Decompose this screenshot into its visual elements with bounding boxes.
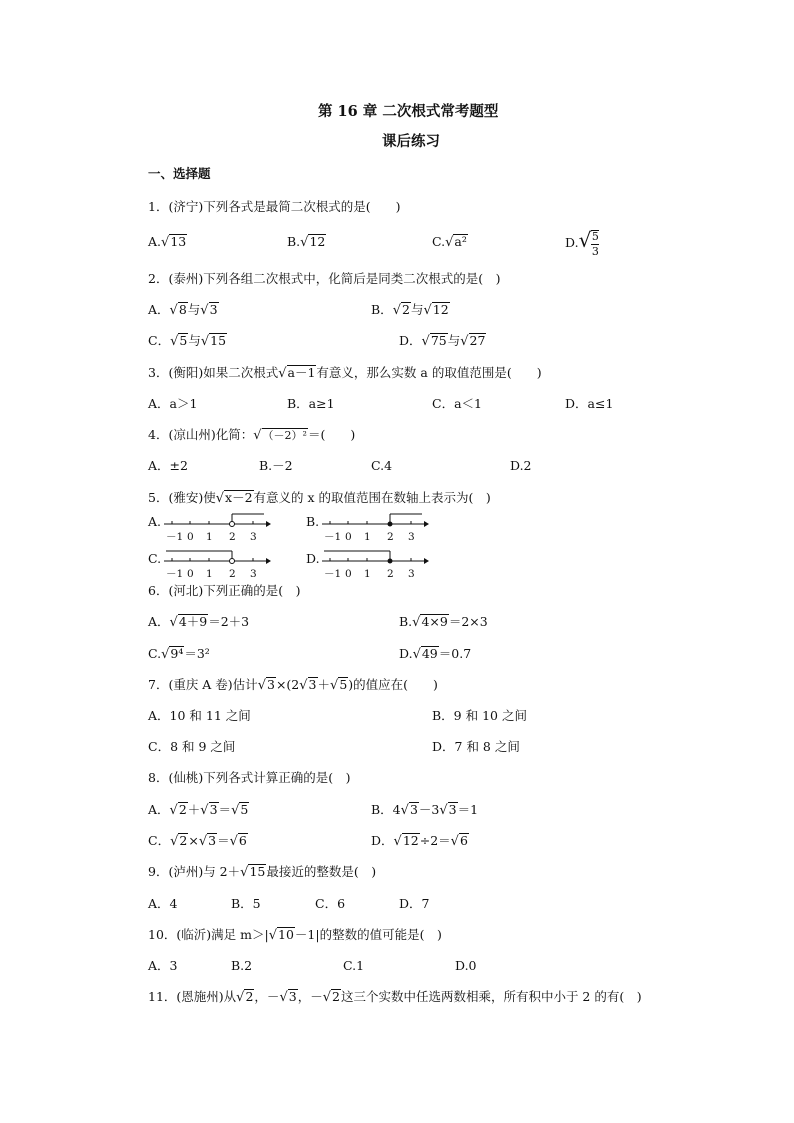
- q7-option-c: C．8 和 9 之间: [148, 739, 236, 754]
- tick-label: 2: [387, 568, 394, 580]
- q7-option-b: B．9 和 10 之间: [432, 708, 527, 723]
- q8-stem: 8．(仙桃)下列各式计算正确的是( ): [148, 770, 351, 785]
- tick-label: 2: [229, 531, 236, 543]
- tick-label: －1: [324, 531, 342, 543]
- tick-label: 3: [250, 568, 257, 580]
- tick-label: 0: [187, 568, 194, 580]
- q1-option-d: D.√ $\frac{5}{3}$: [565, 228, 599, 258]
- tick-label: 2: [229, 568, 236, 580]
- q5-numberline-d: [320, 547, 430, 581]
- q5-numberline-c: [162, 547, 272, 581]
- q8-option-a: A．√2＋√3＝√5: [148, 802, 249, 818]
- q6-option-d: D.√49＝0.7: [399, 646, 472, 662]
- q5-stem: 5．(雅安)使√x－2有意义的 x 的取值范围在数轴上表示为( ): [148, 490, 491, 506]
- tick-label: 1: [364, 568, 371, 580]
- q1-option-a: A.√13: [148, 234, 187, 250]
- q3-option-a: A．a＞1: [148, 396, 198, 411]
- q5-numberline-a: [162, 510, 272, 544]
- tick-label: 0: [345, 568, 352, 580]
- q7-option-a: A．10 和 11 之间: [148, 708, 251, 723]
- q2-option-c: C．√5与√15: [148, 333, 227, 349]
- q9-option-d: D．7: [399, 896, 430, 911]
- q2-option-a: A．√8与√3: [148, 302, 218, 318]
- tick-label: 2: [387, 531, 394, 543]
- q6-option-a: A．√4＋9＝2＋3: [148, 614, 250, 630]
- q10-option-b: B.2: [231, 958, 253, 973]
- q4-option-a: A．±2: [148, 458, 188, 473]
- section-heading: 一、选择题: [148, 166, 211, 181]
- q6-option-b: B.√4×9＝2×3: [399, 614, 488, 630]
- q3-stem: 3．(衡阳)如果二次根式√a－1有意义，那么实数 a 的取值范围是( ): [148, 365, 542, 381]
- tick-label: 0: [187, 531, 194, 543]
- q1-option-c: C.√a²: [432, 234, 467, 250]
- tick-label: 1: [364, 531, 371, 543]
- tick-label: 3: [250, 531, 257, 543]
- q2-option-d: D．√75与√27: [399, 333, 486, 349]
- q8-option-d: D．√12÷2＝√6: [371, 833, 468, 849]
- q5-option-d-label: D.: [306, 551, 320, 566]
- q9-option-b: B．5: [231, 896, 261, 911]
- tick-label: －1: [166, 531, 184, 543]
- q3-option-b: B．a≥1: [287, 396, 335, 411]
- page-subtitle: 课后练习: [382, 133, 440, 150]
- tick-label: 3: [408, 531, 415, 543]
- q6-option-c: C.√9⁴＝3²: [148, 646, 210, 662]
- q3-option-c: C．a＜1: [432, 396, 482, 411]
- tick-label: －1: [324, 568, 342, 580]
- q5-option-b-label: B.: [306, 514, 320, 529]
- q9-stem: 9．(泸州)与 2＋√15最接近的整数是( ): [148, 864, 377, 880]
- q9-option-a: A．4: [148, 896, 178, 911]
- tick-label: 1: [206, 568, 213, 580]
- q6-stem: 6．(河北)下列正确的是( ): [148, 583, 301, 598]
- q5-option-a-label: A.: [148, 514, 162, 529]
- page-title: 第 16 章 二次根式常考题型: [318, 103, 499, 120]
- q4-option-b: B.－2: [259, 458, 293, 473]
- tick-label: 3: [408, 568, 415, 580]
- tick-label: 1: [206, 531, 213, 543]
- q8-option-b: B．4√3－3√3＝1: [371, 802, 479, 818]
- q10-option-d: D.0: [455, 958, 477, 973]
- q10-stem: 10．(临沂)满足 m＞|√10－1|的整数的值可能是( ): [148, 927, 442, 943]
- q11-stem: 11．(恩施州)从√2，－√3，－√2这三个实数中任选两数相乘，所有积中小于 2 的有( ): [148, 989, 642, 1005]
- q4-stem: 4．(凉山州)化简：√（－2）²＝( ): [148, 427, 356, 443]
- q2-stem: 2．(泰州)下列各组二次根式中，化简后是同类二次根式的是( ): [148, 271, 501, 286]
- q9-option-c: C．6: [315, 896, 346, 911]
- tick-label: －1: [166, 568, 184, 580]
- q10-option-a: A．3: [148, 958, 178, 973]
- q3-option-d: D．a≤1: [565, 396, 614, 411]
- q1-stem: 1．(济宁)下列各式是最简二次根式的是( ): [148, 199, 401, 214]
- q8-option-c: C．√2×√3＝√6: [148, 833, 247, 849]
- q5-numberline-b: [320, 510, 430, 544]
- q1-option-b: B.√12: [287, 234, 326, 250]
- q4-option-d: D.2: [510, 458, 532, 473]
- q2-option-b: B．√2与√12: [371, 302, 449, 318]
- q10-option-c: C.1: [343, 958, 365, 973]
- q7-stem: 7．(重庆 A 卷)估计√3×(2√3＋√5)的值应在( ): [148, 677, 438, 693]
- q4-option-c: C.4: [371, 458, 393, 473]
- q5-option-c-label: C.: [148, 551, 162, 566]
- q7-option-d: D．7 和 8 之间: [432, 739, 520, 754]
- tick-label: 0: [345, 531, 352, 543]
